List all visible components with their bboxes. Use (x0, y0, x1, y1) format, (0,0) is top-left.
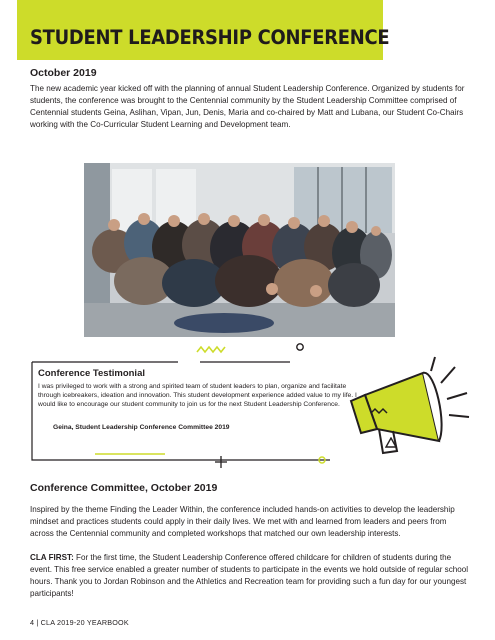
section-heading-committee: Conference Committee, October 2019 (30, 482, 218, 494)
cla-first-label: CLA FIRST: (30, 553, 74, 562)
section-heading-october: October 2019 (30, 67, 97, 79)
testimonial-attribution: Geina, Student Leadership Conference Committee 2019 (53, 424, 230, 431)
cross-icon (215, 456, 227, 468)
megaphone-icon (345, 355, 475, 465)
cla-first-paragraph (30, 552, 470, 600)
triangle-icon (385, 437, 397, 449)
page-title: STUDENT LEADERSHIP CONFERENCE (30, 26, 390, 49)
page-footer: 4 | CLA 2019-20 YEARBOOK (30, 618, 129, 627)
committee-paragraph: Inspired by the theme Finding the Leader Within, the conference included hands-on activities to develop the leadership mindset and practices students could apply in their daily lives. We met with and learned from leaders and peers from across the Centennial community and completed workshops that matched our own leadership interests. (30, 505, 455, 539)
intro-paragraph: The new academic year kicked off with the planning of annual Student Leadership Conference. Organized by students for students, the conference was brought to the Centennial community by the Student Leadership Committee comprised of Centennial students Geina, Aslihan, Vipan, Jun, Denis, Maria and co-chaired by Matt and Lubana, our Student Co-Chairs working with the Co-Curricular Student Learning and Development team. (30, 84, 465, 130)
accent-line (95, 452, 165, 456)
ring-icon-small (317, 455, 327, 465)
testimonial-heading: Conference Testimonial (38, 368, 145, 379)
group-photo (84, 163, 395, 337)
ring-icon (295, 342, 305, 352)
zigzag-icon (196, 344, 226, 354)
testimonial-body: I was privileged to work with a strong and spirited team of student leaders to plan, organize and facilitate through icebreakers, ideation and innovation. This student development experience added value to my life. I would like to encourage our student community to join us for the next Student Leadership Conference. (38, 383, 357, 409)
group-photo-illustration (84, 163, 395, 337)
cla-first-text: For the first time, the Student Leadership Conference offered childcare for children of students during the event. This free service enabled a greater number of students to participate in the events we hold outside of regular school hours. Thank you to Jordan Robinson and the Athletics and Recreation team for providing such a fun day for our youngest participants! (30, 553, 469, 599)
